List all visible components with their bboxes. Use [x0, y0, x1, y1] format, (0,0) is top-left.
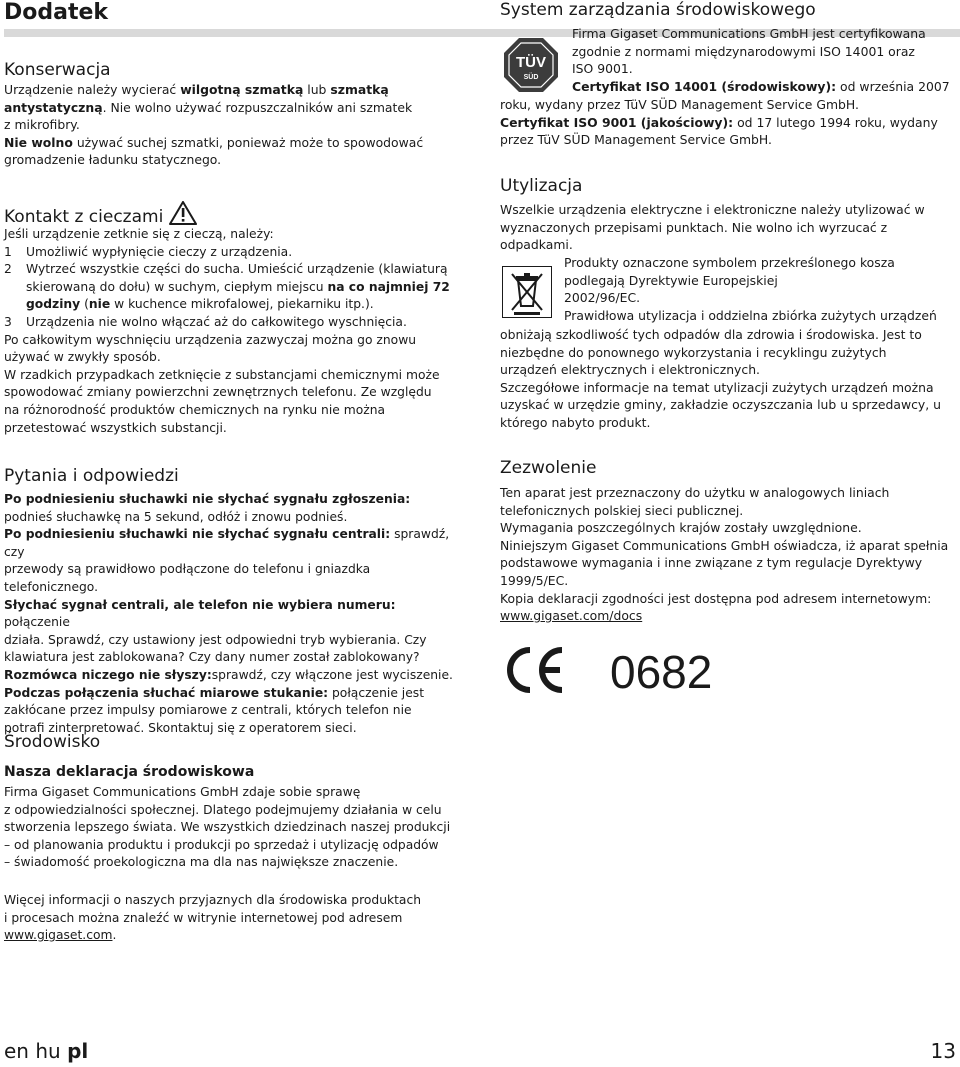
srodowisko-subheading: Nasza deklaracja środowiskowa — [4, 764, 255, 780]
gigaset-link[interactable]: www.gigaset.com — [4, 928, 113, 943]
gigaset-docs-link[interactable]: www.gigaset.com/docs — [500, 608, 643, 624]
title-rule — [4, 29, 464, 37]
utylizacja-text: Wszelkie urządzenia elektryczne i elektroniczne należy utylizować w wyznaczonych przepisami punktach. Nie wolno ich wyrzucać z odpadkami. — [500, 202, 925, 253]
lang-en: en — [4, 1039, 29, 1063]
srodowisko-heading: Środowisko — [4, 732, 101, 752]
page-number: 13 — [930, 1039, 956, 1063]
faq-heading: Pytania i odpowiedzi — [4, 466, 179, 486]
srodowisko-more: Więcej informacji o naszych przyjaznych dla środowiska produktach i procesach można znaleźć w witrynie internetowej pod adresem www.gigaset.com. — [4, 893, 422, 943]
lang-hu: hu — [35, 1039, 61, 1063]
srodowisko-text: Firma Gigaset Communications GmbH zdaje sobie sprawę z odpowiedzialności społecznej. Dlatego podejmujemy działania w celu stworzenia lepszego świata. We wszystkich dziedzinach naszej produkcji – od planowania produktu i produkcji po sprzedaż i utylizację odpadów – świadomość proekologiczna ma dla nas największe znaczenie. — [4, 785, 451, 870]
list-item: 3 Urządzenia nie wolno włączać aż do całkowitego wyschnięcia. — [4, 314, 407, 329]
warning-triangle-icon — [169, 201, 197, 225]
kontakt-text: Jeśli urządzenie zetknie się z cieczą, należy: 1 Umożliwić wypłynięcie cieczy z urządzenia. 2 Wytrzeć wszystkie części do sucha. Umieścić urządzenie (klawiaturą skierowaną do dołu) w suchym, ciepłym miejscu na co najmniej 72 godziny (nie w kuchence mikrofalowej, piekarniku itp.). 3 Urządzenia nie wolno włączać aż do całkowitego wyschnięcia. Po całkowitym wyschnięciu urządzenia zazwyczaj można go znowu używać w zwykły sposób. W rzadkich przypadkach zetknięcie z substancjami chemicznymi może spowodować zmiany powierzchni zewnętrznych telefonu. Ze względu na różnorodność produktów chemicznych na rynku nie można przetestować wszystkich substancji. — [4, 226, 464, 437]
list-item: 1 Umożliwić wypłynięcie cieczy z urządzenia. — [4, 244, 293, 259]
zezwolenie-heading: Zezwolenie — [500, 458, 597, 478]
system-heading: System zarządzania środowiskowego — [500, 0, 816, 20]
language-footer — [4, 1039, 88, 1063]
kontakt-heading: Kontakt z cieczami — [4, 201, 197, 228]
utylizacja-heading: Utylizacja — [500, 176, 583, 196]
konserwacja-heading: Konserwacja — [4, 60, 111, 80]
tuv-sud-logo — [502, 36, 560, 94]
lang-pl: pl — [67, 1039, 89, 1063]
svg-text:SÜD: SÜD — [523, 74, 539, 81]
konserwacja-text: Urządzenie należy wycierać wilgotną szmatką lub szmatką antystatyczną. Nie wolno używać rozpuszczalników ani szmatek z mikrofibry. Nie wolno używać suchej szmatki, ponieważ może to spowodować gromadzenie ładunku statycznego. — [4, 82, 424, 168]
system-intro: Firma Gigaset Communications GmbH jest certyfikowana zgodnie z normami międzynarodowymi ISO 14001 oraz ISO 9001. Certyfikat ISO 14001 (środowiskowy): od września 2007 — [572, 26, 950, 94]
svg-text:TÜV: TÜV — [516, 54, 546, 71]
crossed-bin-icon — [502, 266, 552, 318]
svg-text:0682: 0682 — [610, 646, 713, 694]
left-column — [4, 0, 464, 943]
list-item: 2 Wytrzeć wszystkie części do sucha. Umieścić urządzenie (klawiaturą skierowaną do dołu) w suchym, ciepłym miejscu na co najmniej 72 godziny (nie w kuchence mikrofalowej, piekarniku itp.). — [4, 262, 450, 312]
zezwolenie-text: Ten aparat jest przeznaczony do użytku w analogowych liniach telefonicznych polskiej sieci publicznej. Wymagania poszczególnych krajów zostały uwzględnione. Niniejszym Gigaset Communications GmbH oświadcza, iż aparat spełnia podstawowe wymagania i inne związane z tym regulacje Dyrektywy 1999/5/EC. Kopia deklaracji zgodności jest dostępna pod adresem internetowym: www.gigaset.com/docs — [500, 485, 949, 624]
page-title: Dodatek — [4, 0, 109, 25]
ce-mark — [500, 646, 740, 694]
system-certs: roku, wydany przez TüV SÜD Management Service GmbH. Certyfikat ISO 9001 (jakościowy): od 17 lutego 1994 roku, wydany przez TüV SÜD Management Service GmbH. — [500, 97, 938, 148]
weee-text: Produkty oznaczone symbolem przekreślonego kosza podlegają Dyrektywie Europejskiej 2002/96/EC. Prawidłowa utylizacja i oddzielna zbiórka zużytych urządzeń — [564, 255, 937, 323]
utylizacja-more: obniżają szkodliwość tych odpadów dla zdrowia i środowiska. Jest to niezbędne do ponownego wykorzystania i recyklingu zużytych urządzeń elektrycznych i elektronicznych. Szczegółowe informacje na temat utylizacji zużytych urządzeń można uzyskać w urzędzie gminy, zakładzie oczyszczania lub u sprzedawcy, u którego nabyto produkt. — [500, 327, 941, 430]
faq-text: Po podniesieniu słuchawki nie słychać sygnału zgłoszenia: podnieś słuchawkę na 5 sekund, odłóż i znowu podnieś. Po podniesieniu słuchawki nie słychać sygnału centrali: sprawdź, czy przewody są prawidłowo podłączone do telefonu i gniazdka telefonicznego. Słychać sygnał centrali, ale telefon nie wybiera numeru: połączenie działa. Sprawdź, czy ustawiony jest odpowiedni tryb wybierania. Czy klawiatura jest zablokowana? Czy dany numer został zablokowany? Rozmówca niczego nie słyszy:sprawdź, czy włączone jest wyciszenie. Podczas połączenia słuchać miarowe stukanie: połączenie jest zakłócane przez impulsy pomiarowe z centrali, których telefon nie potrafi zinterpretować. Skontaktuj się z operatorem sieci. — [4, 492, 453, 735]
